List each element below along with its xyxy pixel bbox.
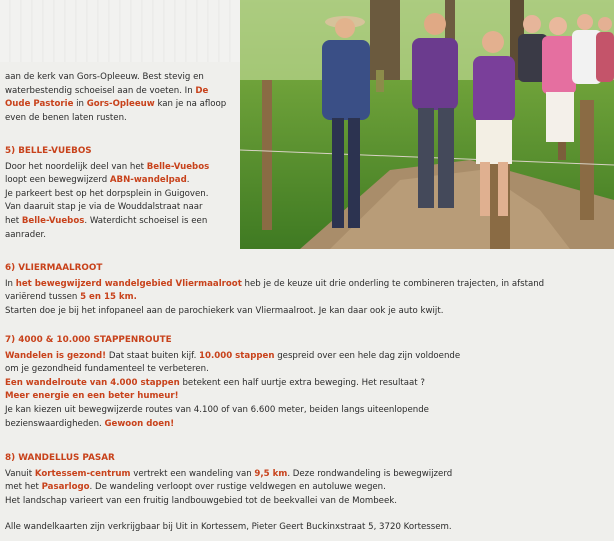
section-heading: 5) BELLE-VUEBOS bbox=[5, 146, 92, 156]
section-line: Het landschap varieert van een fruitig landbouwgebied tot de beekvallei van de Mombeek. bbox=[5, 495, 397, 506]
decorative-top-strip bbox=[0, 0, 240, 62]
section-heading: 8) WANDELLUS PASAR bbox=[5, 453, 115, 463]
section-emphasis: Pasarlogo bbox=[41, 482, 90, 493]
section-line: met het Pasarlogo. De wandeling verloopt over rustige veldwegen en autoluwe wegen. bbox=[5, 482, 386, 493]
section-line: Door het noordelijk deel van het Belle-Vuebos bbox=[5, 161, 210, 172]
section-emphasis: Wandelen is gezond! bbox=[5, 350, 107, 361]
section-line: het Belle-Vuebos. Waterdicht schoeisel is een bbox=[5, 215, 208, 226]
hikers-photo bbox=[240, 0, 614, 249]
section-emphasis: 10.000 stappen bbox=[199, 350, 275, 361]
section-line: Je parkeert best op het dorpsplein in Guigoven. bbox=[5, 188, 209, 199]
intro-emphasis: Gors-Opleeuw bbox=[86, 99, 155, 110]
section-emphasis: 5 en 15 km. bbox=[80, 292, 137, 303]
section-heading: 6) VLIERMAALROOT bbox=[5, 263, 103, 273]
section-line: bezienswaardigheden. Gewoon doen! bbox=[5, 418, 175, 429]
section-emphasis: 9,5 km bbox=[254, 468, 288, 479]
section-line: Van daaruit stap je via de Wouddalstraat naar bbox=[5, 202, 203, 213]
intro-line: even de benen laten rusten. bbox=[5, 112, 127, 123]
section-emphasis: Een wandelroute van 4.000 stappen bbox=[5, 377, 180, 388]
intro-paragraph bbox=[5, 71, 233, 125]
section-line: In het bewegwijzerd wandelgebied Vliermaalroot heb je de keuze uit drie onderling te combineren trajecten, in afstand bbox=[5, 278, 545, 289]
section-line: aanrader. bbox=[5, 229, 46, 240]
intro-emphasis: Oude Pastorie bbox=[5, 99, 74, 110]
section-vliermaalroot bbox=[5, 262, 605, 318]
section-line bbox=[5, 390, 605, 404]
section-line: Je kan kiezen uit bewegwijzerde routes van 4.100 of van 6.600 meter, beiden langs uiteenlopende bbox=[5, 404, 429, 415]
section-emphasis: Belle-Vuebos bbox=[21, 215, 85, 226]
intro-emphasis: De bbox=[195, 85, 209, 96]
section-emphasis: Gewoon doen! bbox=[104, 418, 175, 429]
section-belle-vuebos bbox=[5, 145, 233, 242]
footer-note: Alle wandelkaarten zijn verkrijgbaar bij Uit in Kortessem, Pieter Geert Buckinxstraat 5, 3720 Kortessem. bbox=[5, 522, 452, 532]
section-line: om je gezondheid fundamenteel te verbeteren. bbox=[5, 364, 209, 375]
section-heading: 7) 4000 & 10.000 STAPPENROUTE bbox=[5, 335, 172, 345]
section-line: loopt een bewegwijzerd ABN-wandelpad. bbox=[5, 175, 190, 186]
intro-line: aan de kerk van Gors-Opleeuw. Best stevig en bbox=[5, 72, 204, 82]
section-stappenroute bbox=[5, 334, 605, 431]
section-emphasis: het bewegwijzerd wandelgebied Vliermaalroot bbox=[15, 278, 242, 289]
section-wandellus-pasar bbox=[5, 452, 605, 508]
section-line: Vanuit Kortessem-centrum vertrekt een wandeling van 9,5 km. Deze rondwandeling is bewegwijzerd bbox=[5, 468, 453, 479]
section-line: variërend tussen 5 en 15 km. bbox=[5, 292, 137, 303]
section-emphasis: ABN-wandelpad bbox=[109, 175, 187, 186]
section-line: Wandelen is gezond! Dat staat buiten kijf. 10.000 stappen gespreid over een hele dag zijn voldoende bbox=[5, 350, 461, 361]
section-emphasis: Belle-Vuebos bbox=[146, 161, 210, 172]
section-emphasis: Meer energie en een beter humeur! bbox=[5, 391, 179, 402]
hikers-photo-illustration bbox=[240, 0, 614, 249]
section-line: Starten doe je bij het infopaneel aan de parochiekerk van Vliermaalroot. Je kan daar ook je auto kwijt. bbox=[5, 305, 444, 316]
section-line: Een wandelroute van 4.000 stappen betekent een half uurtje extra beweging. Het resultaat ? bbox=[5, 377, 425, 388]
section-emphasis: Kortessem-centrum bbox=[34, 468, 131, 479]
intro-line: Oude Pastorie in Gors-Opleeuw kan je na afloop bbox=[5, 99, 227, 110]
intro-line: waterbestendig schoeisel aan de voeten. In De bbox=[5, 85, 209, 96]
